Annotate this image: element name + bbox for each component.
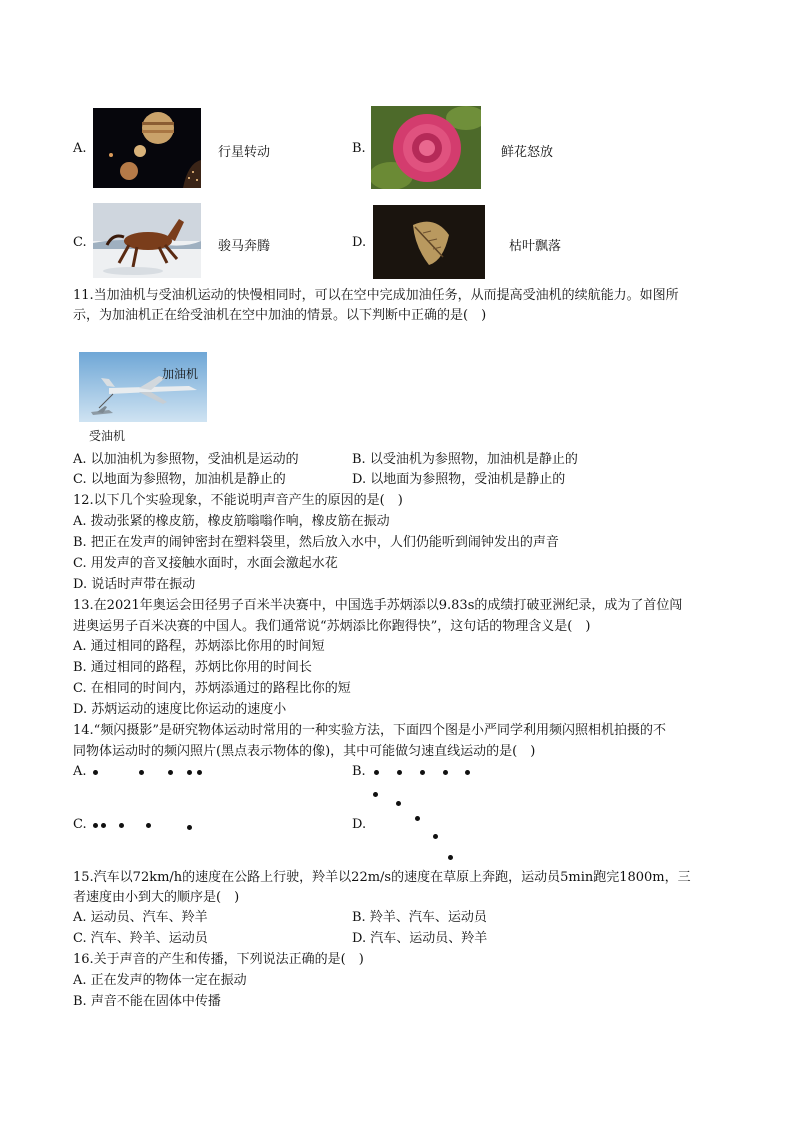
strobe-dot	[420, 770, 425, 775]
q13-option-b: B. 通过相同的路程，苏炳比你用的时间长	[73, 660, 312, 675]
strobe-dot	[374, 770, 379, 775]
strobe-dot	[119, 823, 124, 828]
strobe-dot	[415, 816, 420, 821]
q10-option-a-caption: 行星转动	[218, 145, 271, 160]
q15-stem-line1: 15.汽车以72km/h的速度在公路上行驶，羚羊以22m/s的速度在草原上奔跑，运动员5min跑完1800m，三	[73, 870, 691, 885]
strobe-dot	[101, 823, 106, 828]
q10-option-d-caption: 枯叶飘落	[509, 239, 562, 254]
q10-option-a-letter: A.	[73, 141, 87, 156]
q14-option-b: B.	[352, 764, 366, 779]
q10-option-b-letter: B.	[352, 141, 366, 156]
q14-option-a: A.	[73, 764, 87, 779]
q11-option-c: C. 以地面为参照物，加油机是静止的	[73, 472, 286, 487]
tanker-label: 加油机	[162, 367, 199, 381]
strobe-dot	[373, 792, 378, 797]
receiver-label: 受油机	[89, 429, 126, 443]
q11-option-a: A. 以加油机为参照物，受油机是运动的	[73, 452, 299, 467]
strobe-dot	[93, 823, 98, 828]
q13-stem-line2: 进奥运男子百米决赛的中国人。我们通常说“苏炳添比你跑得快”，这句话的物理含义是( )	[73, 619, 591, 634]
q11-stem-line1: 11.当加油机与受油机运动的快慢相同时，可以在空中完成加油任务，从而提高受油机的续航能力。如图所	[73, 288, 679, 303]
q11-stem-line2: 示，为加油机正在给受油机在空中加油的情景。以下判断中正确的是( )	[73, 308, 487, 323]
strobe-dot	[187, 770, 192, 775]
q16-option-b: B. 声音不能在固体中传播	[73, 994, 221, 1009]
strobe-dot	[443, 770, 448, 775]
q12-option-d: D. 说话时声带在振动	[73, 577, 196, 592]
planets-image	[93, 108, 201, 188]
q16-stem: 16.关于声音的产生和传播，下列说法正确的是( )	[73, 952, 364, 967]
refueling-figure	[79, 352, 207, 422]
q13-option-d: D. 苏炳运动的速度比你运动的速度小	[73, 702, 287, 717]
q14-option-c: C.	[73, 817, 87, 832]
q10-option-d-letter: D.	[352, 235, 367, 250]
q13-option-a: A. 通过相同的路程，苏炳添比你用的时间短	[73, 639, 325, 654]
q15-option-c: C. 汽车、羚羊、运动员	[73, 931, 208, 946]
q13-stem-line1: 13.在2021年奥运会田径男子百米半决赛中，中国选手苏炳添以9.83s的成绩打破亚洲纪录，成为了首位闯	[73, 598, 683, 613]
strobe-dot	[197, 770, 202, 775]
q12-option-c: C. 用发声的音叉接触水面时，水面会激起水花	[73, 556, 338, 571]
q12-option-a: A. 拨动张紧的橡皮筋，橡皮筋嗡嗡作响，橡皮筋在振动	[73, 514, 390, 529]
q14-stem-line1: 14.“频闪摄影”是研究物体运动时常用的一种实验方法，下面四个图是小严同学利用频闪照相机拍摄的不	[73, 723, 666, 738]
q15-option-d: D. 汽车、运动员、羚羊	[352, 931, 488, 946]
q11-option-d: D. 以地面为参照物，受油机是静止的	[352, 472, 566, 487]
strobe-dot	[448, 855, 453, 860]
strobe-dot	[465, 770, 470, 775]
q15-option-a: A. 运动员、汽车、羚羊	[73, 910, 208, 925]
q14-option-d: D.	[352, 817, 367, 832]
strobe-dot	[146, 823, 151, 828]
strobe-dot	[187, 825, 192, 830]
horse-image	[93, 203, 201, 278]
q12-stem: 12.以下几个实验现象，不能说明声音产生的原因的是( )	[73, 493, 403, 508]
q16-option-a: A. 正在发声的物体一定在振动	[73, 973, 247, 988]
strobe-dot	[93, 770, 98, 775]
q10-option-c-caption: 骏马奔腾	[218, 239, 271, 254]
strobe-dot	[139, 770, 144, 775]
q10-option-c-letter: C.	[73, 235, 87, 250]
flower-image	[371, 106, 481, 189]
q11-option-b: B. 以受油机为参照物，加油机是静止的	[352, 452, 578, 467]
strobe-dot	[396, 801, 401, 806]
strobe-dot	[397, 770, 402, 775]
q10-option-b-caption: 鲜花怒放	[501, 145, 554, 160]
strobe-dot	[168, 770, 173, 775]
strobe-dot	[433, 834, 438, 839]
q14-stem-line2: 同物体运动时的频闪照片(黑点表示物体的像)，其中可能做匀速直线运动的是( )	[73, 744, 536, 759]
q15-stem-line2: 者速度由小到大的顺序是( )	[73, 890, 240, 905]
q12-option-b: B. 把正在发声的闹钟密封在塑料袋里，然后放入水中，人们仍能听到闹钟发出的声音	[73, 535, 559, 550]
leaf-image	[373, 205, 485, 279]
q13-option-c: C. 在相同的时间内，苏炳添通过的路程比你的短	[73, 681, 351, 696]
q15-option-b: B. 羚羊、汽车、运动员	[352, 910, 487, 925]
